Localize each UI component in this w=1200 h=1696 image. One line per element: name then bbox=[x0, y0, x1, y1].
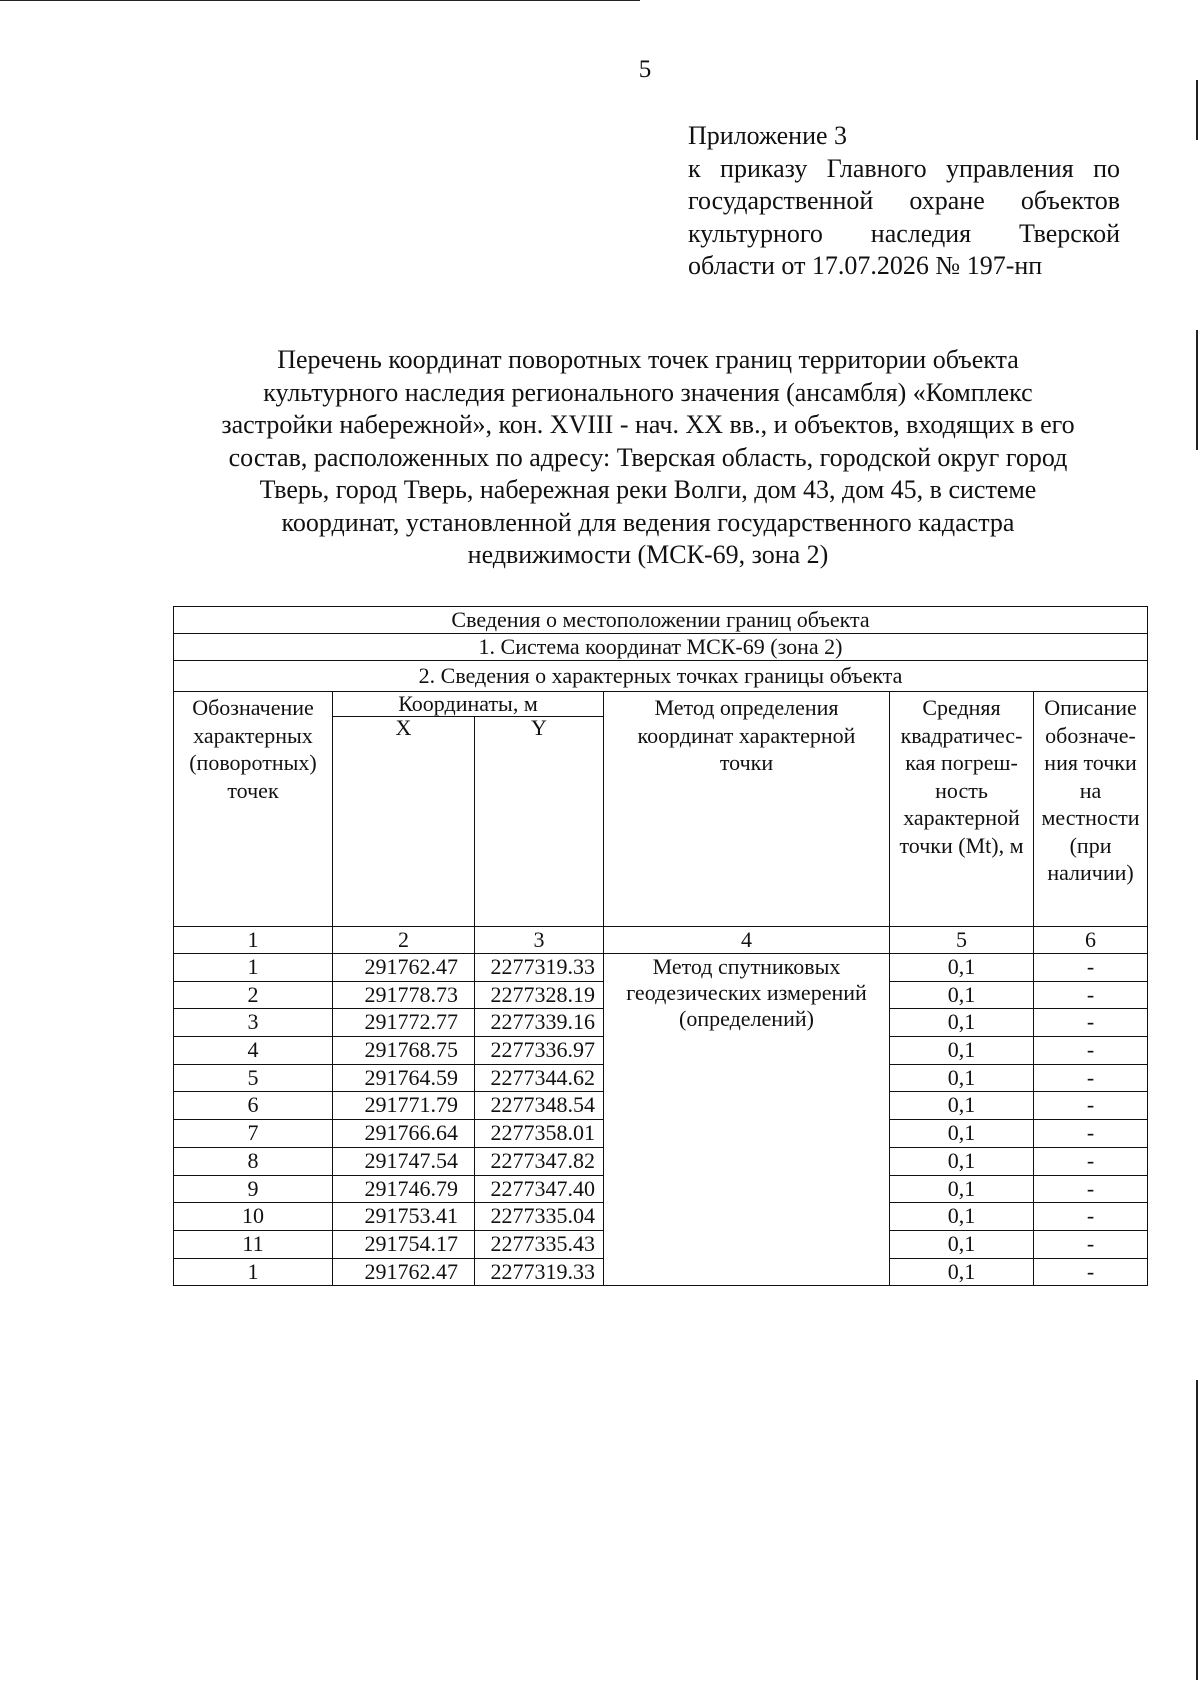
header-line: местности bbox=[1041, 805, 1140, 830]
description-cell: - bbox=[1034, 1037, 1148, 1065]
y-coordinate-cell: 2277358.01 bbox=[475, 1120, 604, 1148]
section-header-points: 2. Сведения о характерных точках границы объекта bbox=[174, 661, 1148, 692]
point-number-cell: 1 bbox=[174, 954, 333, 982]
point-number-cell: 8 bbox=[174, 1147, 333, 1175]
annex-line: к приказу Главного управления по bbox=[688, 153, 1120, 183]
mean-error-cell: 0,1 bbox=[890, 1147, 1034, 1175]
mean-error-cell: 0,1 bbox=[890, 1175, 1034, 1203]
mean-error-cell: 0,1 bbox=[890, 1092, 1034, 1120]
y-coordinate-cell: 2277335.04 bbox=[475, 1203, 604, 1231]
header-line: наличии) bbox=[1047, 860, 1134, 885]
column-number: 3 bbox=[475, 927, 604, 954]
mean-error-cell: 0,1 bbox=[890, 1009, 1034, 1037]
x-coordinate-cell: 291764.59 bbox=[333, 1064, 475, 1092]
annex-line: Приложение 3 bbox=[688, 121, 848, 150]
column-number: 6 bbox=[1034, 927, 1148, 954]
x-coordinate-cell: 291746.79 bbox=[333, 1175, 475, 1203]
scan-border-line bbox=[1196, 1380, 1198, 1680]
description-cell: - bbox=[1034, 981, 1148, 1009]
title-line: недвижимости (МСК-69, зона 2) bbox=[467, 540, 829, 569]
point-number-cell: 1 bbox=[174, 1258, 333, 1286]
point-number-cell: 11 bbox=[174, 1230, 333, 1258]
point-number-cell: 9 bbox=[174, 1175, 333, 1203]
mean-error-cell: 0,1 bbox=[890, 1203, 1034, 1231]
description-cell: - bbox=[1034, 1092, 1148, 1120]
header-coordinates: Координаты, м bbox=[333, 692, 604, 717]
header-line: координат характерной bbox=[637, 722, 856, 748]
y-coordinate-cell: 2277348.54 bbox=[475, 1092, 604, 1120]
section-header-location: Сведения о местоположении границ объекта bbox=[174, 607, 1148, 634]
header-line: (при bbox=[1069, 832, 1112, 858]
mean-error-cell: 0,1 bbox=[890, 1037, 1034, 1065]
x-coordinate-cell: 291747.54 bbox=[333, 1147, 475, 1175]
page-number: 5 bbox=[638, 56, 652, 83]
x-coordinate-cell: 291753.41 bbox=[333, 1203, 475, 1231]
description-cell: - bbox=[1034, 1120, 1148, 1148]
description-cell: - bbox=[1034, 1009, 1148, 1037]
header-point-designation bbox=[174, 692, 333, 927]
y-coordinate-cell: 2277347.82 bbox=[475, 1147, 604, 1175]
description-cell: - bbox=[1034, 1147, 1148, 1175]
title-line: застройки набережной», кон. XVIII - нач. XX вв., и объектов, входящих в его bbox=[221, 410, 1075, 439]
mean-error-cell: 0,1 bbox=[890, 1230, 1034, 1258]
title-line: состав, расположенных по адресу: Тверская область, городской округ город bbox=[228, 442, 1068, 472]
coordinates-table bbox=[173, 606, 1148, 1286]
description-cell: - bbox=[1034, 1064, 1148, 1092]
description-cell: - bbox=[1034, 1175, 1148, 1203]
title-line: координат, установленной для ведения государственного кадастра bbox=[281, 507, 1015, 537]
method-line: (определений) bbox=[679, 1006, 814, 1031]
header-line: точки bbox=[719, 750, 774, 775]
y-coordinate-cell: 2277336.97 bbox=[475, 1037, 604, 1065]
point-number-cell: 2 bbox=[174, 981, 333, 1009]
section-header-coordinate-system: 1. Система координат МСК-69 (зона 2) bbox=[174, 634, 1148, 661]
method-line: геодезических измерений bbox=[626, 980, 867, 1005]
x-coordinate-cell: 291766.64 bbox=[333, 1120, 475, 1148]
y-coordinate-cell: 2277319.33 bbox=[475, 954, 604, 982]
header-line: ность bbox=[935, 777, 988, 803]
mean-error-cell: 0,1 bbox=[890, 981, 1034, 1009]
annex-line: области от 17.07.2026 № 197-нп bbox=[688, 251, 1043, 280]
column-number: 5 bbox=[890, 927, 1034, 954]
point-number-cell: 3 bbox=[174, 1009, 333, 1037]
method-cell bbox=[604, 954, 890, 1286]
header-line: квадратичес- bbox=[900, 722, 1023, 748]
header-line: кая погреш- bbox=[905, 750, 1018, 775]
mean-error-cell: 0,1 bbox=[890, 1258, 1034, 1286]
header-line: ния точки bbox=[1044, 750, 1137, 775]
header-line: Метод определения bbox=[654, 695, 839, 720]
x-coordinate-cell: 291762.47 bbox=[333, 954, 475, 982]
y-coordinate-cell: 2277339.16 bbox=[475, 1009, 604, 1037]
title-line: Тверь, город Тверь, набережная реки Волги, дом 43, дом 45, в системе bbox=[259, 475, 1037, 504]
header-x: X bbox=[333, 717, 475, 927]
y-coordinate-cell: 2277328.19 bbox=[475, 981, 604, 1009]
y-coordinate-cell: 2277335.43 bbox=[475, 1230, 604, 1258]
header-line: Обозначение bbox=[192, 695, 314, 720]
annex-line: культурного наследия Тверской bbox=[688, 218, 1120, 248]
header-line: характерной bbox=[903, 805, 1020, 830]
header-line: точек bbox=[227, 777, 279, 803]
header-line: Средняя bbox=[922, 695, 1001, 720]
y-coordinate-cell: 2277344.62 bbox=[475, 1064, 604, 1092]
scan-border-line bbox=[1196, 330, 1198, 450]
column-number: 1 bbox=[174, 927, 333, 954]
column-number: 2 bbox=[333, 927, 475, 954]
y-coordinate-cell: 2277319.33 bbox=[475, 1258, 604, 1286]
x-coordinate-cell: 291768.75 bbox=[333, 1037, 475, 1065]
table-row bbox=[174, 954, 1148, 982]
mean-error-cell: 0,1 bbox=[890, 954, 1034, 982]
x-coordinate-cell: 291754.17 bbox=[333, 1230, 475, 1258]
point-number-cell: 10 bbox=[174, 1203, 333, 1231]
header-mean-error bbox=[890, 692, 1034, 927]
scan-border-line bbox=[1196, 80, 1198, 140]
x-coordinate-cell: 291762.47 bbox=[333, 1258, 475, 1286]
header-line: Описание bbox=[1044, 695, 1137, 720]
mean-error-cell: 0,1 bbox=[890, 1120, 1034, 1148]
column-number: 4 bbox=[604, 927, 890, 954]
header-line: обозначе- bbox=[1045, 722, 1136, 748]
y-coordinate-cell: 2277347.40 bbox=[475, 1175, 604, 1203]
description-cell: - bbox=[1034, 1203, 1148, 1231]
annex-heading bbox=[688, 120, 1120, 283]
header-line: (поворотных) bbox=[189, 750, 317, 775]
method-line: Метод спутниковых bbox=[652, 954, 841, 979]
point-number-cell: 6 bbox=[174, 1092, 333, 1120]
point-number-cell: 7 bbox=[174, 1120, 333, 1148]
header-y: Y bbox=[475, 717, 604, 927]
header-line: характерных bbox=[193, 722, 313, 748]
scan-border-line bbox=[0, 0, 640, 1]
header-description bbox=[1034, 692, 1148, 927]
document-title bbox=[150, 344, 1146, 572]
x-coordinate-cell: 291772.77 bbox=[333, 1009, 475, 1037]
header-method bbox=[604, 692, 890, 927]
mean-error-cell: 0,1 bbox=[890, 1064, 1034, 1092]
point-number-cell: 5 bbox=[174, 1064, 333, 1092]
point-number-cell: 4 bbox=[174, 1037, 333, 1065]
header-line: на bbox=[1079, 777, 1102, 803]
description-cell: - bbox=[1034, 954, 1148, 982]
x-coordinate-cell: 291778.73 bbox=[333, 981, 475, 1009]
annex-line: государственной охране объектов bbox=[688, 186, 1120, 215]
description-cell: - bbox=[1034, 1258, 1148, 1286]
x-coordinate-cell: 291771.79 bbox=[333, 1092, 475, 1120]
title-line: Перечень координат поворотных точек границ территории объекта bbox=[277, 345, 1019, 374]
description-cell: - bbox=[1034, 1230, 1148, 1258]
header-line: точки (Mt), м bbox=[899, 832, 1024, 858]
title-line: культурного наследия регионального значения (ансамбля) «Комплекс bbox=[263, 377, 1033, 407]
